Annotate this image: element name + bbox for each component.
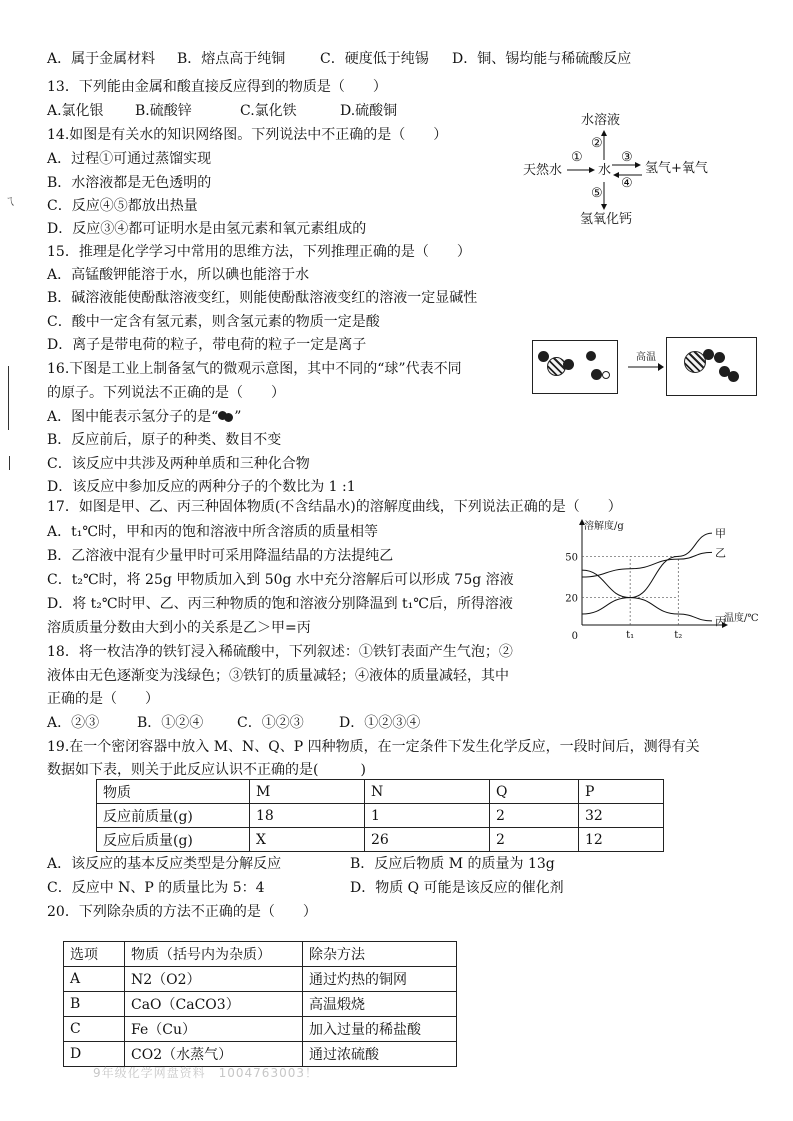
q13-option-c: C.氯化铁 <box>240 103 297 119</box>
table-cell: D <box>64 1042 125 1067</box>
q17-stem: 17．如图是甲、乙、丙三种固体物质(不含结晶水)的溶解度曲线，下列说法正确的是（ ） <box>47 499 622 515</box>
q13-stem: 13．下列能由金属和酸直接反应得到的物质是（ ） <box>47 79 387 95</box>
series-label: 乙 <box>715 546 726 560</box>
atom-hollow <box>602 371 610 379</box>
q15-option-a: A．高锰酸钾能溶于水，所以碘也能溶于水 <box>47 267 310 283</box>
table-row <box>64 992 457 1017</box>
margin-mark: ㄟ <box>4 194 17 208</box>
table-cell: 12 <box>579 828 664 852</box>
q18-option-c: C．①②③ <box>237 715 304 731</box>
x-axis-label: 温度/℃ <box>724 613 759 624</box>
diagram-label-4: ④ <box>621 176 633 191</box>
q18-option-a: A．②③ <box>47 715 100 731</box>
y-tick-label: 0 <box>571 631 578 642</box>
diagram-label-3: ③ <box>621 150 633 165</box>
q12-option-d: D．铜、锡均能与稀硫酸反应 <box>452 51 632 67</box>
q16-option-b: B．反应前后，原子的种类、数目不变 <box>47 432 282 448</box>
margin-bar <box>8 366 9 430</box>
diagram-node-left: 天然水 <box>523 163 563 178</box>
atom-dark <box>586 351 596 361</box>
atom-dark <box>728 371 739 382</box>
q19-option-a: A．该反应的基本反应类型是分解反应 <box>47 856 282 872</box>
y-tick-label: 20 <box>565 593 578 605</box>
table-cell: Fe（Cu） <box>125 1017 303 1042</box>
q19-stem-line2: 数据如下表，则关于此反应认识不正确的是( ) <box>47 762 366 778</box>
q15-option-d: D．离子是带电荷的粒子，带电荷的粒子一定是离子 <box>47 337 367 353</box>
q12-option-b: B．熔点高于纯铜 <box>177 51 286 67</box>
atom-dark <box>538 351 549 362</box>
q16-option-a-text: A．图中能表示氢分子的是“ <box>47 409 219 425</box>
diagram-node-right: 氢气+氧气 <box>645 161 708 176</box>
q20-table <box>63 941 457 1067</box>
q19-option-b: B．反应后物质 M 的质量为 13g <box>350 856 555 872</box>
table-cell: 32 <box>579 804 664 828</box>
diagram-node-top: 水溶液 <box>581 113 621 128</box>
series-label: 丙 <box>715 614 726 628</box>
diagram-label-5: ⑤ <box>591 186 603 201</box>
q12-option-a: A．属于金属材料 <box>47 51 156 67</box>
diagram-node-bottom: 氢氧化钙 <box>580 212 633 227</box>
q16-stem-line1: 16.下图是工业上制备氢气的微观示意图，其中不同的“球”代表不同 <box>47 361 462 377</box>
q14-stem: 14.如图是有关水的知识网络图。下列说法中不正确的是（ ） <box>47 127 448 143</box>
q15-stem: 15．推理是化学学习中常用的思维方法，下列推理正确的是（ ） <box>47 244 471 260</box>
q19-option-d: D．物质 Q 可能是该反应的催化剂 <box>350 880 564 896</box>
table-row <box>64 967 457 992</box>
q13-option-a: A.氯化银 <box>47 103 104 119</box>
diagram-node-center: 水 <box>598 163 612 178</box>
q16-option-c: C．该反应中共涉及两种单质和三种化合物 <box>47 456 310 472</box>
q16-option-a-close: ” <box>234 409 242 425</box>
table-cell: B <box>64 992 125 1017</box>
hydrogen-molecule-icon <box>218 409 234 423</box>
table-cell: 物质（括号内为杂质） <box>125 942 303 967</box>
table-cell: C <box>64 1017 125 1042</box>
table-cell: 高温煅烧 <box>303 992 457 1017</box>
table-cell: 2 <box>490 804 579 828</box>
q14-option-a: A．过程①可通过蒸馏实现 <box>47 151 212 167</box>
diagram-label-2: ② <box>591 136 603 151</box>
q14-option-b: B．水溶液都是无色透明的 <box>47 175 212 191</box>
reactants-box <box>532 340 618 394</box>
q18-option-d: D．①②③④ <box>339 715 421 731</box>
table-cell: M <box>250 780 365 804</box>
reaction-arrow-icon <box>628 362 664 372</box>
solubility-chart <box>560 517 759 645</box>
q14-option-d: D．反应③④都可证明水是由氢元素和氧元素组成的 <box>47 221 367 237</box>
q19-data-table <box>96 779 664 852</box>
table-cell: 2 <box>490 828 579 852</box>
table-cell: CO2（水蒸气） <box>125 1042 303 1067</box>
table-header-row <box>97 780 664 804</box>
q14-option-c: C．反应④⑤都放出热量 <box>47 198 198 214</box>
table-cell: N <box>365 780 490 804</box>
table-cell: 通过浓硫酸 <box>303 1042 457 1067</box>
table-cell: 26 <box>365 828 490 852</box>
x-tick-label: t₂ <box>674 630 683 641</box>
table-cell: Q <box>490 780 579 804</box>
q12-option-c: C．硬度低于纯锡 <box>320 51 429 67</box>
curve-乙 <box>582 552 712 577</box>
margin-bar <box>9 456 10 470</box>
table-row <box>64 1017 457 1042</box>
q17-option-c: C．t₂℃时，将 25g 甲物质加入到 50g 水中充分溶解后可以形成 75g 溶液 <box>47 572 514 588</box>
reaction-condition: 高温 <box>636 352 656 363</box>
table-cell: 反应前质量(g) <box>97 804 250 828</box>
q13-option-d: D.硫酸铜 <box>340 103 398 119</box>
q18-options <box>47 714 420 732</box>
table-row <box>97 804 664 828</box>
q18-stem-line1: 18．将一枚洁净的铁钉浸入稀硫酸中，下列叙述：①铁钉表面产生气泡；② <box>47 644 513 660</box>
q16-stem-line2: 的原子。下列说法不正确的是（ ） <box>47 385 285 401</box>
table-row <box>64 1042 457 1067</box>
y-axis-label: 溶解度/g <box>584 521 624 532</box>
table-cell: 加入过量的稀盐酸 <box>303 1017 457 1042</box>
table-row <box>97 828 664 852</box>
table-cell: 通过灼热的铜网 <box>303 967 457 992</box>
q16-option-d: D．该反应中参加反应的两种分子的个数比为 1 :1 <box>47 479 356 495</box>
table-cell: 选项 <box>64 942 125 967</box>
table-cell: 反应后质量(g) <box>97 828 250 852</box>
x-tick-label: t₁ <box>626 630 635 641</box>
q17-option-d: D．将 t₂℃时甲、乙、丙三种物质的饱和溶液分别降温到 t₁℃后，所得溶液 <box>47 596 513 612</box>
q20-stem: 20．下列除杂质的方法不正确的是（ ） <box>47 904 317 920</box>
q18-stem-line3: 正确的是（ ） <box>47 691 159 707</box>
atom-dark <box>591 369 602 380</box>
series-label: 甲 <box>715 527 726 541</box>
q19-option-c: C．反应中 N、P 的质量比为 5：4 <box>47 880 265 896</box>
table-cell: 1 <box>365 804 490 828</box>
diagram-label-1: ① <box>571 150 583 165</box>
y-tick-label: 50 <box>565 552 578 564</box>
table-cell: 物质 <box>97 780 250 804</box>
atom-dark <box>703 349 714 360</box>
table-header-row <box>64 942 457 967</box>
q15-option-b: B．碱溶液能使酚酞溶液变红，则能使酚酞溶液变红的溶液一定显碱性 <box>47 290 478 306</box>
atom-dark <box>563 359 574 370</box>
q18-option-b: B．①②④ <box>137 715 204 731</box>
q17-option-b: B．乙溶液中混有少量甲时可采用降温结晶的方法提纯乙 <box>47 548 394 564</box>
q17-option-a: A．t₁℃时，甲和丙的饱和溶液中所含溶质的质量相等 <box>47 524 379 540</box>
table-cell: P <box>579 780 664 804</box>
q15-option-c: C．酸中一定含有氢元素，则含氢元素的物质一定是酸 <box>47 314 380 330</box>
watermark: 9年级化学网盘资料 1004763003！ <box>93 1066 318 1080</box>
curve-丙 <box>582 570 712 621</box>
table-cell: X <box>250 828 365 852</box>
q13-option-b: B.硫酸锌 <box>135 103 192 119</box>
table-cell: A <box>64 967 125 992</box>
q19-stem-line1: 19.在一个密闭容器中放入 M、N、Q、P 四种物质，在一定条件下发生化学反应，一段时间后，测得有关 <box>47 739 700 755</box>
q17-option-d-cont: 溶质质量分数由大到小的关系是乙＞甲=丙 <box>47 620 311 636</box>
q18-stem-line2: 液体由无色逐渐变为浅绿色；③铁钉的质量减轻；④液体的质量减轻，其中 <box>47 668 509 684</box>
table-cell: N2（O2） <box>125 967 303 992</box>
q16-option-a <box>47 408 241 426</box>
table-cell: 除杂方法 <box>303 942 457 967</box>
table-cell: 18 <box>250 804 365 828</box>
atom-dark <box>714 352 725 363</box>
table-cell: CaO（CaCO3） <box>125 992 303 1017</box>
products-box <box>666 337 757 396</box>
